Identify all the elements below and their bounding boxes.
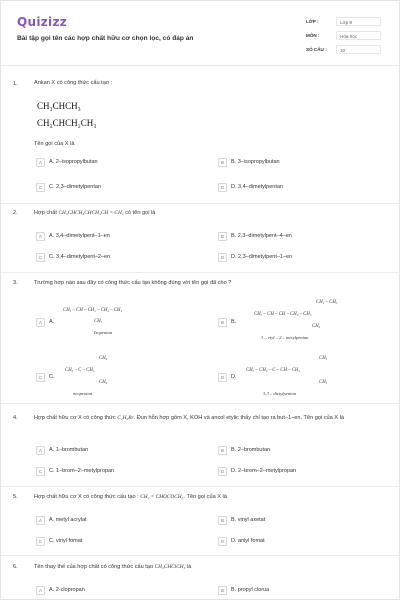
- inline-formula: CH₂ = CHOCOCH₃: [140, 494, 184, 500]
- question-text-pre: Hợp chất: [34, 210, 57, 216]
- option-a[interactable]: [36, 584, 85, 596]
- question-text: Trường hợp nào sau đây có công thức cấu tạo không đúng với tên gọi đã cho ?: [34, 280, 232, 286]
- option-b[interactable]: [218, 316, 236, 328]
- compound-name: Isopentan: [94, 330, 113, 335]
- option-a[interactable]: [36, 156, 98, 168]
- option-b[interactable]: [218, 444, 270, 456]
- option-letter-box: C: [36, 253, 45, 262]
- question-text-pre: Hợp chất hữu cơ X có công thức cấu tạo :: [34, 494, 139, 500]
- meta-label: SỐ CÂU :: [306, 46, 327, 52]
- meta-label: LỚP :: [306, 18, 319, 24]
- option-label: C.: [49, 374, 55, 380]
- meta-label: MÔN :: [306, 32, 320, 38]
- inline-formula: C₄H₉Br: [117, 415, 134, 421]
- question-count-field: 10: [336, 45, 381, 54]
- option-a[interactable]: [36, 316, 54, 328]
- option-label: B. 2,3–dimetylpent–4–en: [231, 233, 292, 239]
- option-letter-box: B: [218, 586, 227, 595]
- option-letter-box: A: [36, 516, 45, 525]
- option-b[interactable]: [218, 514, 265, 526]
- option-letter-box: C: [36, 183, 45, 192]
- option-letter-box: D: [218, 537, 227, 546]
- question-divider: [1, 486, 400, 487]
- option-letter-box: A: [36, 586, 45, 595]
- option-label: B. propyl clorua: [231, 587, 270, 593]
- question-number: 4.: [13, 415, 18, 421]
- option-label: C. vinyl fomat: [49, 538, 83, 544]
- option-letter-box: D: [218, 373, 227, 382]
- question-number: 6.: [13, 564, 18, 570]
- question-divider: [1, 203, 400, 204]
- option-a[interactable]: [36, 514, 87, 526]
- structure-branch: CH₃: [99, 380, 108, 385]
- subject-field: Hóa học: [336, 31, 381, 40]
- option-label: D.: [231, 374, 237, 380]
- inline-formula: CH₃CHClCH₃: [154, 564, 186, 570]
- option-d[interactable]: [218, 465, 296, 477]
- structure-branch: CH₃: [312, 324, 321, 329]
- option-label: C. 2,3–dimetylpentan: [49, 184, 101, 190]
- option-d[interactable]: [218, 535, 265, 547]
- option-label: B. vinyl axetat: [231, 517, 266, 523]
- quizizz-logo: Quizizz: [17, 15, 68, 29]
- option-letter-box: B: [218, 446, 227, 455]
- compound-name: 3,3 – dietylpentan: [263, 391, 297, 396]
- option-letter-box: B: [218, 232, 227, 241]
- question-text: Ankan X có công thức cấu tạo :: [34, 80, 113, 86]
- structural-formula-line: CH₃CHCH₂CH₃: [37, 118, 97, 128]
- option-c[interactable]: [36, 181, 101, 193]
- option-letter-box: A: [36, 232, 45, 241]
- option-label: B. 3–isopropylbutan: [231, 159, 280, 165]
- option-label: A. metyl acrylat: [49, 517, 87, 523]
- option-letter-box: B: [218, 158, 227, 167]
- option-d[interactable]: [218, 181, 283, 193]
- structure-main-chain: CH₃ – C – CH₃: [65, 368, 95, 373]
- option-label: D. anlyl fomat: [231, 538, 265, 544]
- option-letter-box: A: [36, 158, 45, 167]
- question-text: [34, 493, 389, 501]
- structural-formula-line: CH₃CHCH₃: [37, 101, 81, 111]
- meta-row-count: [306, 42, 381, 56]
- option-label: D. 3,4–dimetylpentan: [231, 184, 283, 190]
- option-letter-box: A: [36, 446, 45, 455]
- class-field: Lớp 9: [336, 17, 381, 26]
- option-b[interactable]: [218, 156, 280, 168]
- question-text: [34, 209, 389, 217]
- question-subtext: Tên gọi của X là: [34, 141, 75, 147]
- option-letter-box: B: [218, 318, 227, 327]
- option-label: C. 3,4–dimetylpent–2–en: [49, 254, 111, 260]
- question-text-post: có tên gọi là: [125, 210, 156, 216]
- option-letter-box: C: [36, 467, 45, 476]
- option-a[interactable]: [36, 444, 88, 456]
- inline-formula: CH₃CHCH₃CHCH₃CH = CH₂: [58, 210, 124, 216]
- option-letter-box: C: [36, 373, 45, 382]
- option-label: A. 2-clopropan: [49, 587, 85, 593]
- option-letter-box: D: [218, 183, 227, 192]
- structure-main-chain: CH₃ – CH – CH – CH₂ – CH₃: [254, 312, 312, 317]
- option-c[interactable]: [36, 251, 110, 263]
- option-label: D. 2–brom–2–metylpropan: [231, 468, 297, 474]
- meta-row-subject: [306, 28, 381, 42]
- question-text-post: là: [186, 564, 192, 570]
- option-b[interactable]: [218, 230, 292, 242]
- option-letter-box: C: [36, 537, 45, 546]
- meta-panel: [306, 14, 381, 56]
- option-c[interactable]: [36, 535, 82, 547]
- question-number: 3.: [13, 280, 18, 286]
- compound-name: 3 – etyl – 2 – metylpentan: [261, 335, 309, 340]
- question-text-pre: Hợp chất hữu cơ X có công thức: [34, 415, 116, 421]
- header-divider: [1, 65, 399, 66]
- structure-branch: CH₂ – CH₃: [316, 300, 338, 305]
- option-letter-box: D: [218, 467, 227, 476]
- option-c[interactable]: [36, 371, 55, 383]
- question-number: 2.: [13, 210, 18, 216]
- question-text: [34, 563, 389, 571]
- page-title: Bài tập gọi tên các hợp chất hữu cơ chọn lọc, có đáp án: [17, 35, 194, 42]
- meta-row-class: [306, 14, 381, 28]
- option-d[interactable]: [218, 371, 237, 383]
- structure-branch: CH₃: [319, 380, 328, 385]
- option-label: A. 2–isopropylbutan: [49, 159, 98, 165]
- structure-branch: CH₃: [319, 356, 328, 361]
- structure-branch: CH₃: [99, 356, 108, 361]
- question-divider: [1, 272, 400, 273]
- structure-branch: CH₃: [94, 319, 103, 324]
- question-text-post: . Đun hỗn hợp gồm X, KOH và ancol etylic thấy chỉ tạo ra but–1–en. Tên gọi của X là: [133, 415, 344, 421]
- question-number: 5.: [13, 494, 18, 500]
- question-text-post: . Tên gọi của X là: [183, 494, 227, 500]
- question-number: 1.: [13, 81, 18, 87]
- question-divider: [1, 555, 400, 556]
- question-text-pre: Tên thay thế của hợp chất có công thức cấu tạo: [34, 564, 154, 570]
- option-label: B.: [231, 319, 237, 325]
- question-text: [34, 414, 389, 422]
- option-a[interactable]: [36, 230, 110, 242]
- option-label: A. 3,4–dimetylpent–1–en: [49, 233, 110, 239]
- structure-main-chain: CH₃ – CH₂ – C – CH – CH₃: [246, 368, 301, 373]
- structure-main-chain: CH₃ – CH – CH₂ – CH₂ – CH₃: [63, 308, 123, 313]
- option-c[interactable]: [36, 465, 114, 477]
- question-divider: [1, 403, 400, 404]
- option-label: A.: [49, 319, 55, 325]
- option-label: B. 2–brombutan: [231, 447, 271, 453]
- option-letter-box: D: [218, 253, 227, 262]
- option-label: D. 2,3–dimetylpent–1–en: [231, 254, 293, 260]
- option-label: A. 1–brombutan: [49, 447, 89, 453]
- option-d[interactable]: [218, 251, 292, 263]
- option-letter-box: A: [36, 318, 45, 327]
- option-letter-box: B: [218, 516, 227, 525]
- compound-name: neopentan: [73, 391, 93, 396]
- option-label: C. 1–brom–2–metylpropan: [49, 468, 115, 474]
- option-b[interactable]: [218, 584, 269, 596]
